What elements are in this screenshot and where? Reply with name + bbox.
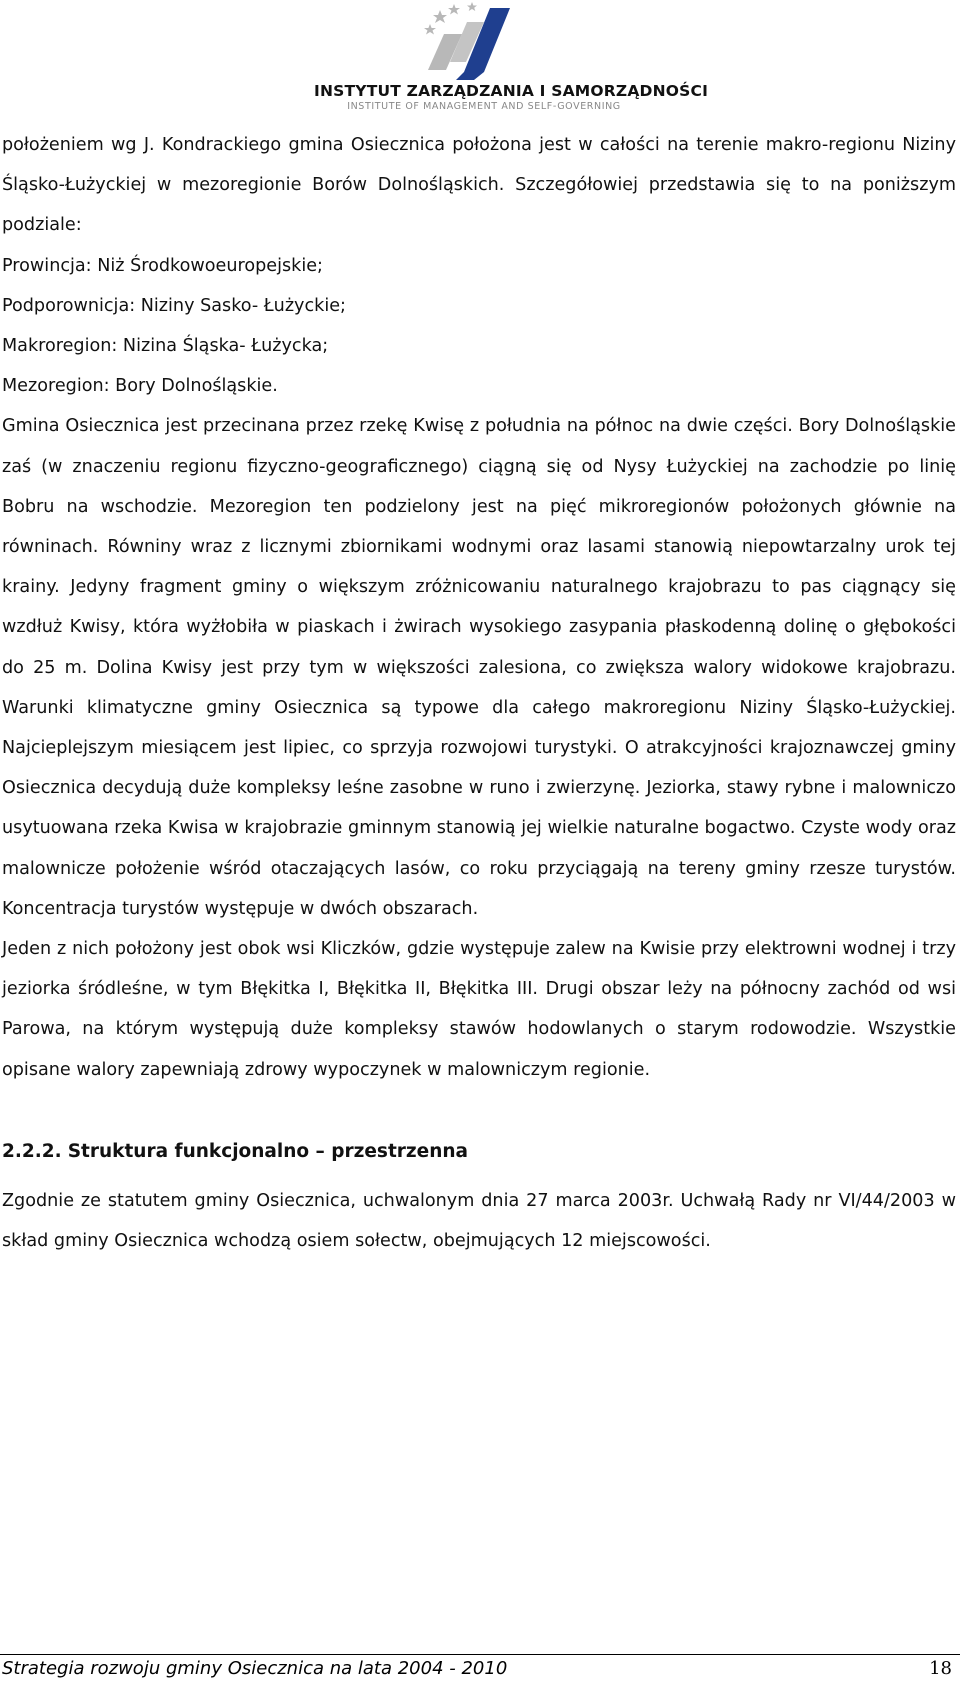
footer-document-title: Strategia rozwoju gminy Osiecznica na lata 2004 - 2010 [2,1658,508,1679]
paragraph-structure: Zgodnie ze statutem gminy Osiecznica, uchwalonym dnia 27 marca 2003r. Uchwałą Rady nr VI/44/2003 w skład gminy Osiecznica wchodzą osiem sołectw, obejmujących 12 miejscowości. [2,1191,956,1252]
section-heading [2,1132,956,1172]
list-line-mesoregion: Mezoregion: Bory Dolnośląskie. [2,376,278,397]
footer-divider [0,1654,960,1655]
list-line-subprovince: Podporownicja: Niziny Sasko- Łużyckie; [2,295,346,316]
institute-name: INSTYTUT ZARZĄDZANIA I SAMORZĄDNOŚCI [314,82,709,100]
institute-logo [314,0,709,116]
list-line-macroregion: Makroregion: Nizina Śląska- Łużycka; [2,336,329,357]
paragraph-geography: Gmina Osiecznica jest przecinana przez rzekę Kwisę z południa na północ na dwie części. Bory Dolnośląskie zaś (w znaczeniu regionu fizyczno-geograficznego) ciągną się od Nysy Łużyckiej na zachodzie po linię Bobru na wschodzie. Mezoregion ten podzielony jest na pięć mikroregionów położonych głównie na równinach. Równiny wraz z licznymi zbiornikami wodnymi oraz lasami stanowią niepowtarzalny urok tej krainy. Jedyny fragment gminy o większym zróżnicowaniu naturalnego krajobrazu to pas ciągnący się wzdłuż Kwisy, która wyżłobiła w piaskach i żwirach wysokiego zasypania płaskodenną dolinę o głębokości do 25 m. Dolina Kwisy jest przy tym w większości zalesiona, co zwiększa walory widokowe krajobrazu. Warunki klimatyczne gminy Osiecznica są typowe dla całego makroregionu Niziny Śląsko-Łużyckiej. Najcieplejszym miesiącem jest lipiec, co sprzyja rozwojowi turystyki. O atrakcyjności krajoznawczej gminy Osiecznica decydują duże kompleksy leśne zasobne w runo i zwierzynę. Jeziorka, stawy rybne i malowniczo usytuowana rzeka Kwisa w krajobrazie gminnym stanowią jej wielkie naturalne bogactwo. Czyste wody oraz malownicze położenie wśród otaczających lasów, co roku przyciągają na tereny gminy rzesze turystów. Koncentracja turystów występuje w dwóch obszarach. [2,416,956,919]
institute-subtitle: INSTITUTE OF MANAGEMENT AND SELF-GOVERNING [347,101,621,112]
section-heading-number: 2.2.2. [2,1140,62,1162]
document-body [2,125,956,1261]
section-heading-title: Struktura funkcjonalno – przestrzenna [67,1140,469,1162]
institute-logo-icon [314,0,654,80]
list-line-province: Prowincja: Niż Środkowoeuropejskie; [2,255,323,276]
page-number: 18 [929,1658,952,1679]
paragraph-tourism-areas: Jeden z nich położony jest obok wsi Kliczków, gdzie występuje zalew na Kwisie przy elektrowni wodnej i trzy jeziorka śródleśne, w tym Błękitka I, Błękitka II, Błękitka III. Drugi obszar leży na północny zachód od wsi Parowa, na którym występują duże kompleksy stawów hodowlanych o starym rodowodzie. Wszystkie opisane walory zapewniają zdrowy wypoczynek w malowniczym regionie. [2,939,956,1080]
paragraph-intro: położeniem wg J. Kondrackiego gmina Osiecznica położona jest w całości na terenie makro-regionu Niziny Śląsko-Łużyckiej w mezoregionie Borów Dolnośląskich. Szczegółowiej przedstawia się to na poniższym podziale: [2,135,956,236]
